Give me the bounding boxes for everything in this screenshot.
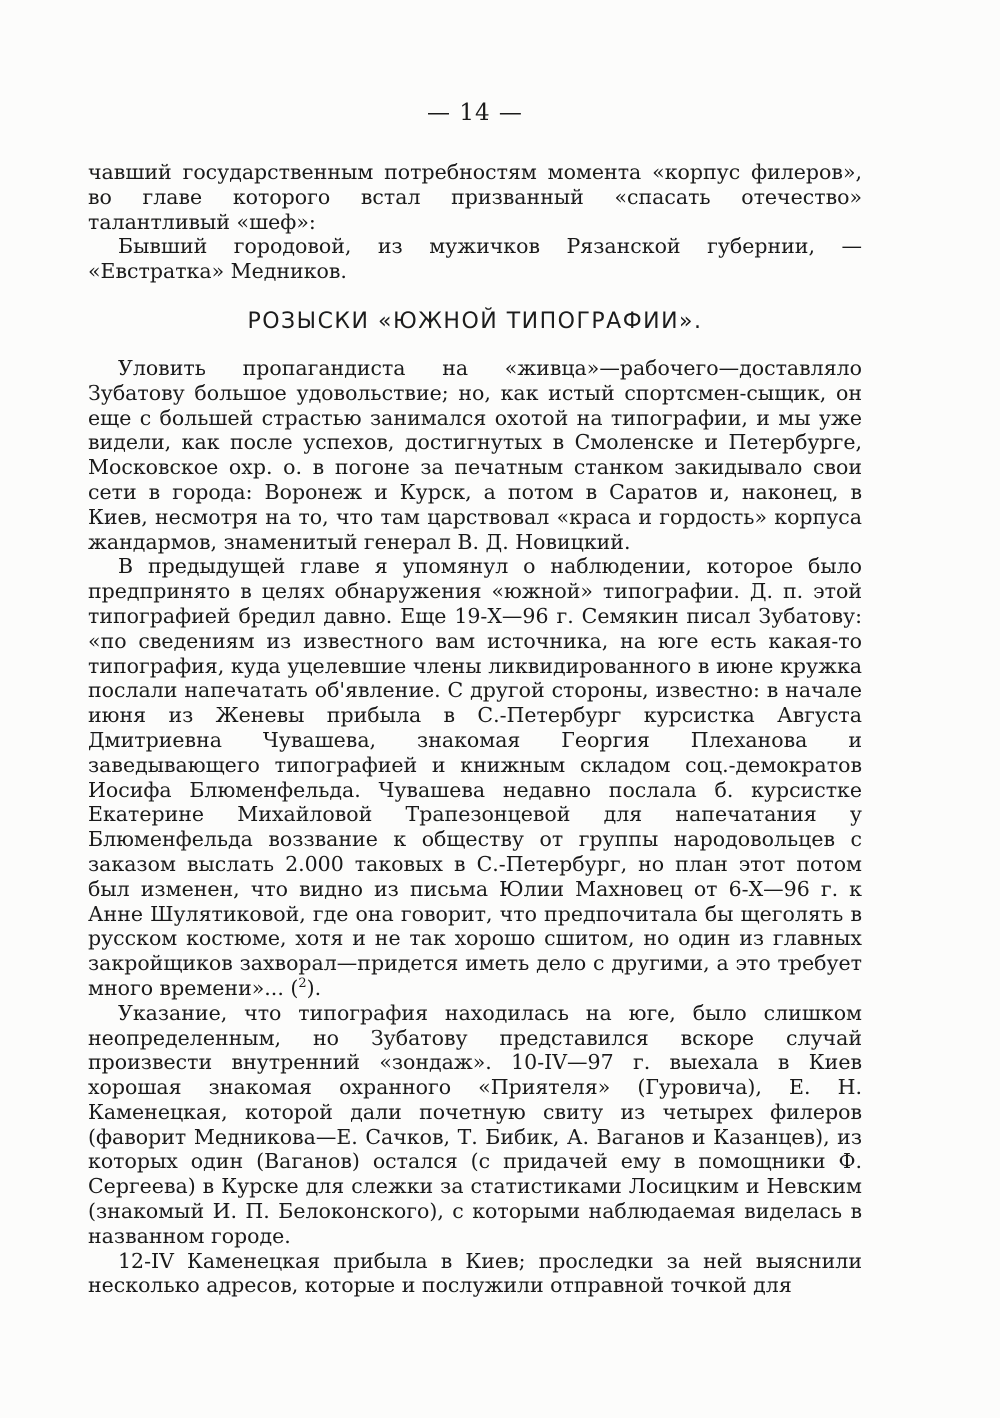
paragraph-mednikov: Бывший городовой, из мужичков Рязанской губернии, — «Евстратка» Медников. (88, 234, 862, 284)
continuation-paragraph: чавший государственным потребностям момента «корпус филеров», во главе которого встал призванный «спасать отечество» талантливый «шеф»: (88, 160, 862, 234)
paragraph-2-text: В предыдущей главе я упомянул о наблюдении, которое было предпринято в целях обнаружения «южной» типографии. Д. п. этой типографией бредил давно. Еще 19-Х—96 г. Семякин писал Зубатову: «по сведениям из известного вам источника, на юге есть какая-то типография, куда уцелевшие члены ликвидированного в июне кружка послали напечатать об'явление. С другой стороны, известно: в начале июня из Женевы прибыла в С.-Петербург курсистка Августа Дмитриевна Чувашева, знакомая Георгия Плеханова и заведывающего типографией и книжным складом соц.-демократов Иосифа Блюменфельда. Чувашева недавно послала б. курсистке Екатерине Михайловой Трапезонцевой для напечатания у Блюменфельда воззвание к обществу от группы народовольцев с заказом выслать 2.000 таковых в С.-Петербург, но план этот потом был изменен, что видно из письма Юлии Махновец от 6-Х—96 г. к Анне Шулятиковой, где она говорит, что предпочитала бы щеголять в русском костюме, хотя и не так хорошо сшитом, но один из главных закройщиков захворал—придется иметь дело с другими, а это требует много времени»... ( (88, 554, 862, 1000)
paragraph-2-end: ). (306, 975, 322, 1000)
page-number: — 14 — (427, 100, 523, 126)
section-heading: РОЗЫСКИ «ЮЖНОЙ ТИПОГРАФИИ». (247, 308, 703, 334)
page-body (88, 98, 862, 1298)
paragraph-1: Уловить пропагандиста на «живца»—рабочего—доставляло Зубатову большое удовольствие; но, как истый спортсмен-сыщик, он еще с большей страстью занимался охотой на типографии, и мы уже видели, как после успехов, достигнутых в Смоленске и Петербурге, Московское охр. о. в погоне за печатным станком закидывало свои сети в города: Воронеж и Курск, а потом в Саратов и, наконец, в Киев, несмотря на то, что там царствовал «краса и гордость» корпуса жандармов, знаменитый генерал В. Д. Новицкий. (88, 355, 862, 554)
paragraph-2 (88, 554, 862, 1000)
footnote-ref: 2 (298, 976, 307, 992)
paragraph-3: Указание, что типография находилась на юге, было слишком неопределенным, но Зубатову представился вскоре случай произвести внутренний «зондаж». 10-IV—97 г. выехала в Киев хорошая знакомая охранного «Приятеля» (Гуровича), Е. Н. Каменецкая, которой дали почетную свиту из четырех филеров (фаворит Медникова—Е. Сачков, Т. Бибик, А. Ваганов и Казанцев), из которых один (Ваганов) остался (с придачей ему в помощники Ф. Сергеева) в Курске для слежки за статистиками Лосицким и Невским (знакомый И. П. Белоконского), с которыми наблюдаемая виделась в названном городе. (88, 1000, 862, 1248)
paragraph-4: 12-IV Каменецкая прибыла в Киев; проследки за ней выяснили несколько адресов, которые и послужили отправной точкой для (88, 1248, 862, 1298)
